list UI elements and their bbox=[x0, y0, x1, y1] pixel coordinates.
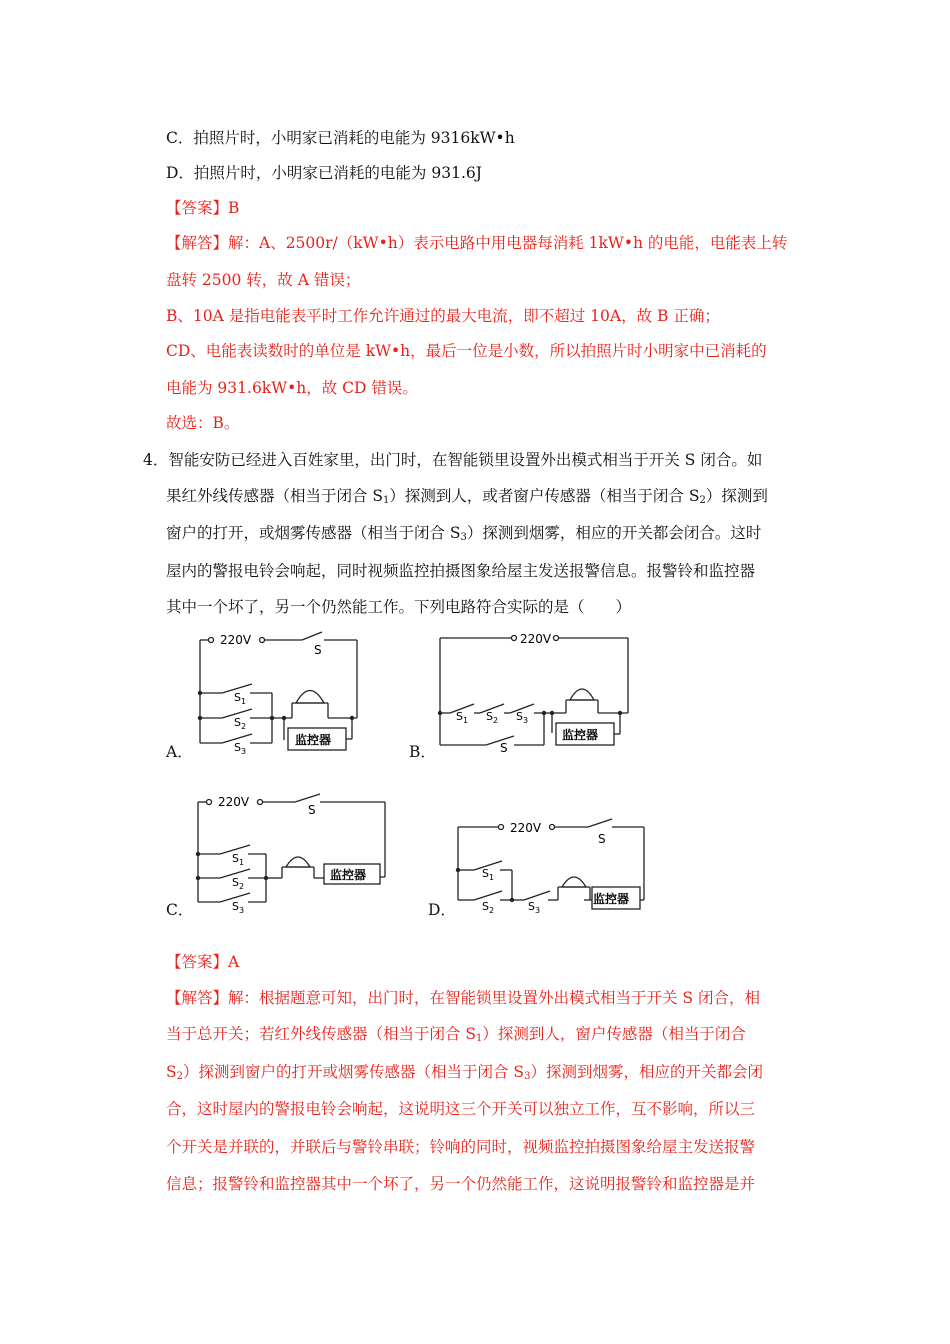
switch-s3-label: $S_3$ bbox=[528, 900, 541, 915]
voltage-label: 220V bbox=[520, 632, 552, 646]
switch-s1-label: $S_1$ bbox=[232, 852, 245, 867]
option-a-label: A． bbox=[166, 743, 193, 761]
circuit-c bbox=[190, 792, 390, 917]
explanation-3-line-5: 电能为 931.6kW•h，故 CD 错误。 bbox=[166, 379, 418, 397]
question-4-line-1: 4．智能安防已经进入百姓家里，出门时，在智能锁里设置外出模式相当于开关 S 闭合。如 bbox=[143, 451, 763, 469]
switch-s3-label: $S_3$ bbox=[516, 710, 529, 725]
question-4-line-5: 其中一个坏了，另一个仍然能工作。下列电路符合实际的是（ ） bbox=[166, 598, 632, 616]
explanation-3-line-2: 盘转 2500 转，故 A 错误； bbox=[166, 271, 361, 289]
question-4-line-3: 窗户的打开，或烟雾传感器（相当于闭合 $S_3$）探测到烟雾，相应的开关都会闭合。这时 bbox=[166, 524, 762, 543]
option-d-label: D． bbox=[428, 901, 456, 919]
explanation-3-line-1: 【解答】解：A、2500r/（kW•h）表示电路中用电器每消耗 1kW•h 的电能，电能表上转 bbox=[166, 234, 788, 252]
circuit-a bbox=[192, 628, 367, 758]
switch-s2-label: $S_2$ bbox=[234, 716, 247, 731]
explanation-4-line-4: 合，这时屋内的警报电铃会响起，这说明这三个开关可以独立工作，互不影响，所以三 bbox=[166, 1100, 756, 1118]
switch-s1-label: $S_1$ bbox=[234, 691, 247, 706]
switch-s3-label: $S_3$ bbox=[234, 741, 247, 756]
switch-s-label: S bbox=[500, 741, 508, 755]
switch-s-label: S bbox=[598, 832, 606, 846]
switch-s1-label: $S_1$ bbox=[456, 710, 469, 725]
voltage-label: 220V bbox=[218, 795, 250, 809]
explanation-4-line-1: 【解答】解：根据题意可知，出门时，在智能锁里设置外出模式相当于开关 S 闭合，相 bbox=[166, 989, 760, 1007]
switch-s2-label: $S_2$ bbox=[232, 876, 245, 891]
monitor-label: 监控器 bbox=[593, 892, 630, 906]
switch-s1-label: $S_1$ bbox=[482, 867, 495, 882]
option-c-label: C． bbox=[166, 901, 194, 919]
monitor-label: 监控器 bbox=[330, 868, 367, 882]
voltage-label: 220V bbox=[510, 821, 542, 835]
question-4-line-2: 果红外线传感器（相当于闭合 $S_1$）探测到人，或者窗户传感器（相当于闭合 $S_2$）探测到 bbox=[166, 487, 768, 506]
explanation-4-line-5: 个开关是并联的，并联后与警铃串联；铃响的同时，视频监控拍摄图象给屋主发送报警 bbox=[166, 1138, 756, 1156]
monitor-label: 监控器 bbox=[562, 728, 599, 742]
explanation-3-line-4: CD、电能表读数时的单位是 kW•h，最后一位是小数，所以拍照片时小明家中已消耗的 bbox=[166, 342, 767, 360]
switch-s-label: S bbox=[308, 803, 316, 817]
explanation-4-line-6: 信息；报警铃和监控器其中一个坏了，另一个仍然能工作，这说明报警铃和监控器是并 bbox=[166, 1175, 756, 1193]
switch-s2-label: $S_2$ bbox=[486, 710, 499, 725]
explanation-4-line-2: 当于总开关；若红外线传感器（相当于闭合 $S_1$）探测到人，窗户传感器（相当于闭合 bbox=[166, 1025, 746, 1044]
switch-s3-label: $S_3$ bbox=[232, 900, 245, 915]
explanation-4-line-3: $S_2$）探测到窗户的打开或烟雾传感器（相当于闭合 $S_3$）探测到烟雾，相应的开关都会闭 bbox=[166, 1063, 763, 1082]
explanation-3-line-3: B、10A 是指电能表平时工作允许通过的最大电流，即不超过 10A，故 B 正确； bbox=[166, 307, 720, 325]
circuit-b bbox=[436, 628, 636, 758]
switch-s-label: S bbox=[314, 643, 322, 657]
answer-4: 【答案】A bbox=[166, 953, 240, 971]
explanation-3-line-6: 故选：B。 bbox=[166, 414, 240, 432]
option-b-label: B． bbox=[409, 743, 436, 761]
switch-s2-label: $S_2$ bbox=[482, 900, 495, 915]
voltage-label: 220V bbox=[220, 633, 252, 647]
circuit-d bbox=[452, 815, 652, 915]
monitor-label: 监控器 bbox=[295, 733, 332, 747]
question-4-line-4: 屋内的警报电铃会响起，同时视频监控拍摄图象给屋主发送报警信息。报警铃和监控器 bbox=[166, 562, 756, 580]
option-c-text: C．拍照片时，小明家已消耗的电能为 9316kW•h bbox=[166, 129, 515, 147]
answer-3: 【答案】B bbox=[166, 199, 240, 217]
option-d-text: D．拍照片时，小明家已消耗的电能为 931.6J bbox=[166, 164, 482, 182]
